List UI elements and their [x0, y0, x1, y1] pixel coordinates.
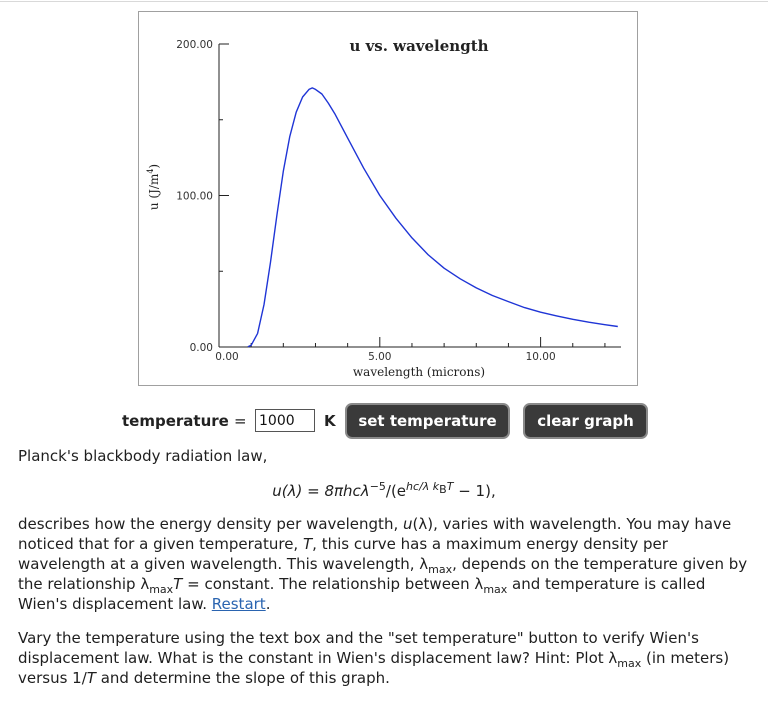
clear-graph-button[interactable]: clear graph [523, 403, 648, 439]
top-divider [0, 1, 768, 2]
p2-e: = constant. The relationship between λ [182, 575, 484, 593]
p3-c: and determine the slope of this graph. [95, 669, 390, 687]
p2-u: u [402, 515, 413, 533]
p2-max-1: max [428, 563, 453, 576]
description-paragraph [18, 514, 758, 614]
formula-exp1: −5 [369, 480, 386, 493]
p2-d: , depends on the temperature given by the relationship λ [18, 555, 748, 593]
formula-exp2-sub: B [439, 483, 447, 497]
p3-a: Vary the temperature using the text box and the "set temperature" button to verify Wien's displacement law. What is the constant in Wien's displacement law? Hint: Plot λ [18, 629, 699, 667]
temperature-input[interactable] [255, 409, 315, 432]
p3-max: max [617, 657, 642, 670]
planck-formula [0, 482, 768, 500]
p2-f: and temperature is called Wien's displacement law. [18, 575, 706, 613]
y-tick-label: 0.00 [189, 342, 213, 354]
formula-mid: /(e [385, 482, 407, 500]
controls-row [0, 402, 768, 440]
p2-c: , this curve has a maximum energy density per wavelength at a given wavelength. This wavelength, λ [18, 535, 668, 573]
p2-T1: T [302, 535, 313, 553]
formula-lhs: u(λ) = 8πhcλ [272, 482, 370, 500]
x-tick-label: 10.00 [525, 351, 556, 363]
p3-T: T [86, 669, 96, 687]
p2-max-3: max [483, 583, 508, 596]
x-axis-label: wavelength (microns) [352, 365, 486, 379]
kelvin-unit: K [324, 412, 336, 430]
formula-rhs: − 1), [453, 482, 496, 500]
p2-a: describes how the energy density per wavelength, [18, 515, 403, 533]
p3-b: (in meters) versus 1/ [18, 649, 730, 687]
instructions-paragraph [18, 628, 758, 688]
formula-exp2-text: hc/λ k [406, 480, 440, 493]
equals-sign: = [234, 412, 247, 430]
p2-period: . [265, 595, 271, 613]
formula-exp2-T: T [446, 480, 454, 493]
p2-b: (λ), varies with wavelength. You may have noticed that for a given temperature, [18, 515, 732, 553]
formula-exp2 [406, 480, 454, 497]
y-axis-label [146, 164, 161, 210]
y-tick-label: 100.00 [176, 190, 213, 203]
p2-T2: T [173, 575, 183, 593]
y-label-close: ) [147, 163, 161, 169]
y-label-main: u (J/m [147, 173, 161, 211]
y-label-sup: 4 [146, 168, 155, 174]
intro-text: Planck's blackbody radiation law, [18, 447, 268, 465]
p2-max-2: max [149, 583, 174, 596]
chart-svg [139, 12, 637, 385]
graph-panel [138, 11, 638, 386]
series-line [248, 88, 618, 347]
y-tick-label: 200.00 [176, 39, 213, 51]
chart-title: u vs. wavelength [349, 37, 489, 55]
set-temperature-button[interactable]: set temperature [345, 403, 510, 439]
x-tick-label: 0.00 [215, 351, 239, 363]
restart-link[interactable]: Restart [211, 595, 266, 613]
temperature-label: temperature [122, 412, 229, 430]
x-tick-label: 5.00 [368, 351, 392, 363]
